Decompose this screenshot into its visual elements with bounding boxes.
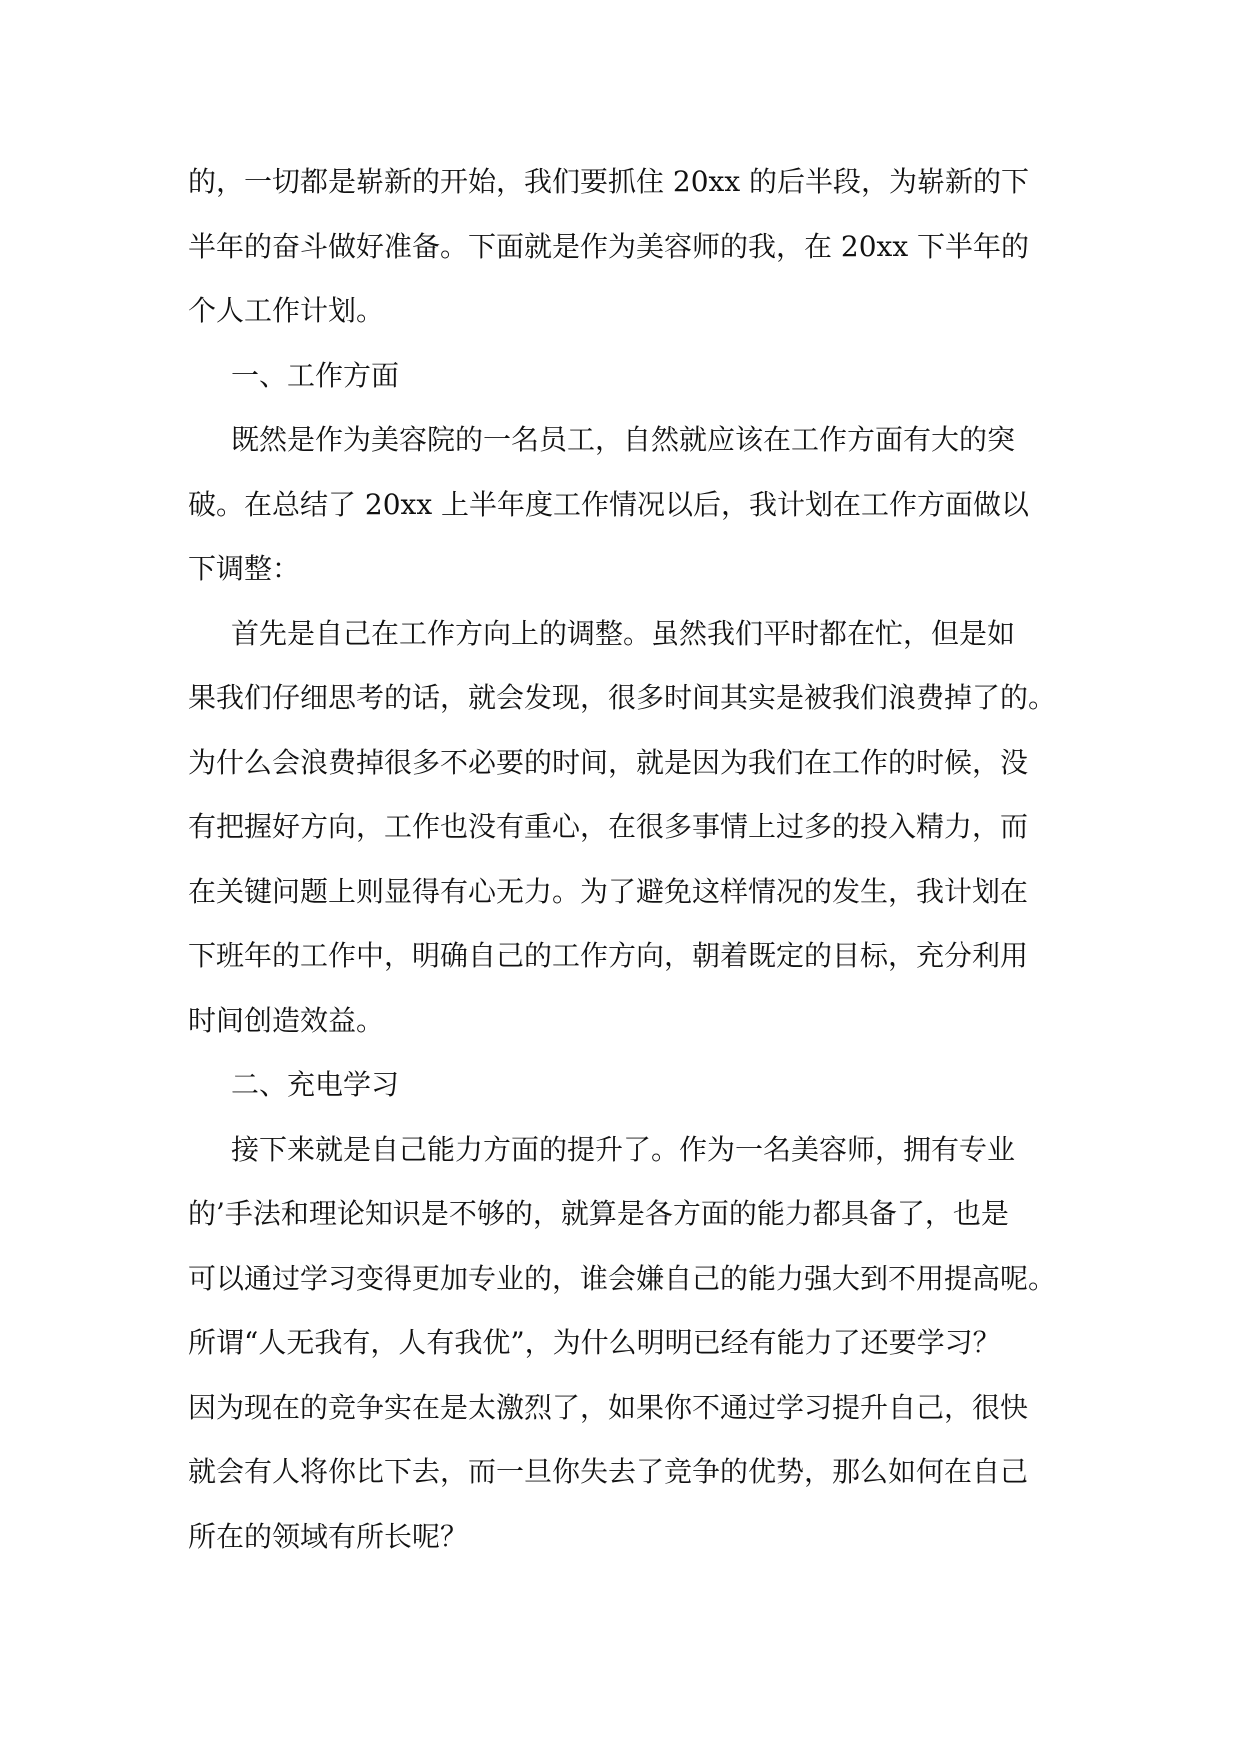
text-line: 为什么会浪费掉很多不必要的时间，就是因为我们在工作的时候，没 <box>188 745 1029 779</box>
text-line: 果我们仔细思考的话，就会发现，很多时间其实是被我们浪费掉了的。 <box>188 681 1057 714</box>
text-line: 可以通过学习变得更加专业的，谁会嫌自己的能力强大到不用提高呢。 <box>188 1261 1057 1295</box>
section-heading: 一、工作方面 <box>231 358 400 392</box>
text-line: 接下来就是自己能力方面的提升了。作为一名美容师，拥有专业 <box>231 1132 1016 1166</box>
text-line: 就会有人将你比下去，而一旦你失去了竞争的优势，那么如何在自己 <box>188 1455 1029 1488</box>
text-line: 既然是作为美容院的一名员工，自然就应该在工作方面有大的突 <box>231 423 1016 456</box>
document-page <box>188 150 1057 1569</box>
text-line: 半年的奋斗做好准备。下面就是作为美容师的我，在 20xx 下半年的 <box>188 229 1030 263</box>
text-line: 所在的领域有所长呢？ <box>188 1519 469 1553</box>
text-line: 首先是自己在工作方向上的调整。虽然我们平时都在忙，但是如 <box>231 616 1016 650</box>
text-line: 个人工作计划。 <box>188 294 385 327</box>
text-line: 的，一切都是崭新的开始，我们要抓住 20xx 的后半段，为崭新的下 <box>188 165 1030 198</box>
text-line: 时间创造效益。 <box>188 1003 385 1037</box>
text-line: 因为现在的竞争实在是太激烈了，如果你不通过学习提升自己，很快 <box>188 1390 1029 1424</box>
text-line: 破。在总结了 20xx 上半年度工作情况以后，我计划在工作方面做以 <box>188 487 1030 521</box>
text-line: 下班年的工作中，明确自己的工作方向，朝着既定的目标，充分利用 <box>188 939 1029 972</box>
text-line: 下调整： <box>188 552 301 585</box>
text-line: 有把握好方向，工作也没有重心，在很多事情上过多的投入精力，而 <box>188 810 1029 843</box>
section-heading: 二、充电学习 <box>231 1068 400 1101</box>
text-line: 的’手法和理论知识是不够的，就算是各方面的能力都具备了，也是 <box>188 1197 1009 1230</box>
text-line: 所谓“人无我有，人有我优”，为什么明明已经有能力了还要学习？ <box>188 1326 1001 1359</box>
text-line: 在关键问题上则显得有心无力。为了避免这样情况的发生，我计划在 <box>188 874 1029 908</box>
